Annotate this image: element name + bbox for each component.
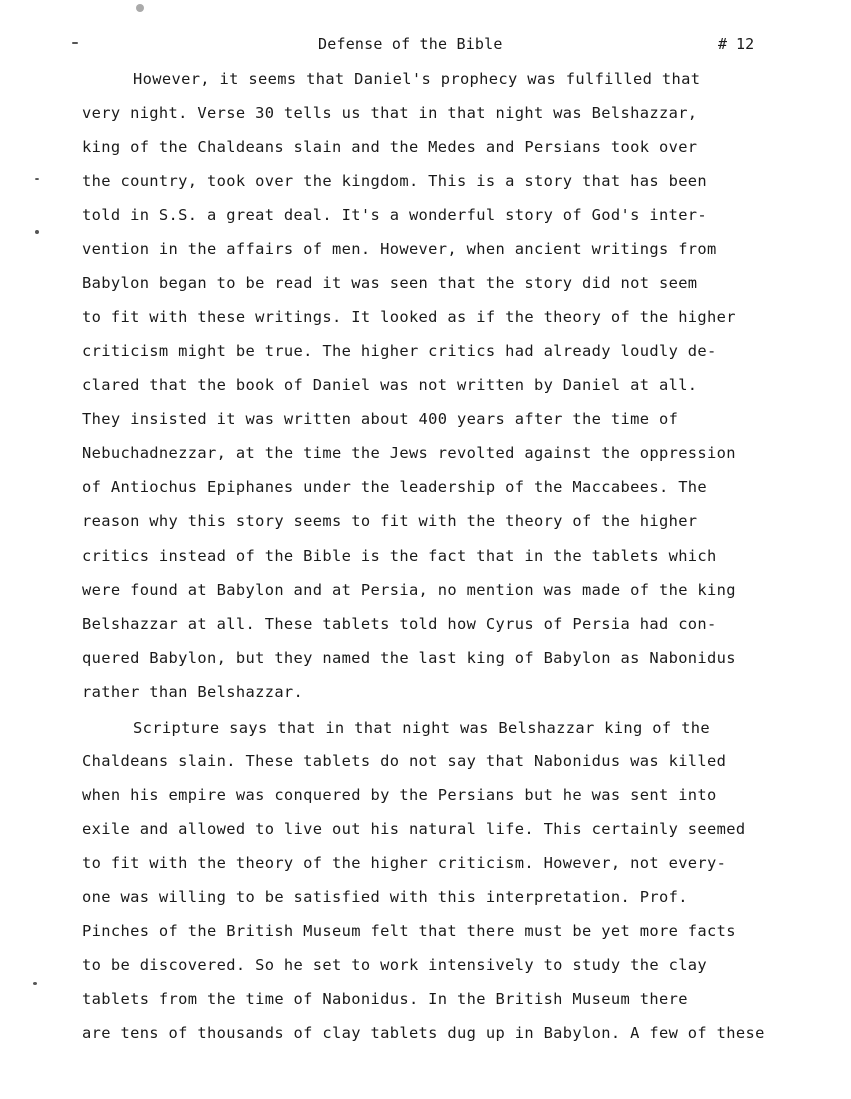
- text-line: clared that the book of Daniel was not written by Daniel at all.: [82, 376, 698, 394]
- text-line: to be discovered. So he set to work intensively to study the clay: [82, 956, 708, 974]
- scan-speck: [72, 42, 78, 44]
- text-line: criticism might be true. The higher critics had already loudly de-: [82, 342, 717, 360]
- text-line: to fit with the theory of the higher criticism. However, not every-: [82, 854, 727, 872]
- text-line: of Antiochus Epiphanes under the leadership of the Maccabees. The: [82, 478, 708, 496]
- text-line: Nebuchadnezzar, at the time the Jews revolted against the oppression: [82, 444, 736, 462]
- scan-speck: [35, 178, 39, 180]
- scan-speck: [33, 982, 37, 985]
- text-line: when his empire was conquered by the Persians but he was sent into: [82, 786, 717, 804]
- text-line: one was willing to be satisfied with this interpretation. Prof.: [82, 888, 688, 906]
- text-line: told in S.S. a great deal. It's a wonderful story of God's inter-: [82, 206, 708, 224]
- text-line: critics instead of the Bible is the fact that in the tablets which: [82, 547, 717, 565]
- text-line: vention in the affairs of men. However, when ancient writings from: [82, 240, 717, 258]
- text-line: Belshazzar at all. These tablets told how Cyrus of Persia had con-: [82, 615, 717, 633]
- text-line: very night. Verse 30 tells us that in that night was Belshazzar,: [82, 104, 698, 122]
- page-number: # 12: [718, 35, 755, 53]
- text-line: rather than Belshazzar.: [82, 683, 304, 701]
- text-line: They insisted it was written about 400 years after the time of: [82, 410, 679, 428]
- text-line: Babylon began to be read it was seen that the story did not seem: [82, 274, 698, 292]
- text-line: are tens of thousands of clay tablets dug up in Babylon. A few of these: [82, 1024, 765, 1042]
- text-line: exile and allowed to live out his natural life. This certainly seemed: [82, 820, 746, 838]
- scan-speck: [35, 230, 39, 234]
- text-line: quered Babylon, but they named the last king of Babylon as Nabonidus: [82, 649, 736, 667]
- text-line: tablets from the time of Nabonidus. In the British Museum there: [82, 990, 688, 1008]
- text-line: Chaldeans slain. These tablets do not say that Nabonidus was killed: [82, 752, 727, 770]
- page-title: Defense of the Bible: [318, 35, 503, 53]
- text-line: to fit with these writings. It looked as if the theory of the higher: [82, 308, 736, 326]
- text-line: Scripture says that in that night was Belshazzar king of the: [133, 719, 710, 737]
- text-line: king of the Chaldeans slain and the Medes and Persians took over: [82, 138, 698, 156]
- text-line: the country, took over the kingdom. This is a story that has been: [82, 172, 708, 190]
- text-line: were found at Babylon and at Persia, no mention was made of the king: [82, 581, 736, 599]
- text-line: Pinches of the British Museum felt that there must be yet more facts: [82, 922, 736, 940]
- scan-speck: [136, 4, 144, 12]
- text-line: However, it seems that Daniel's prophecy was fulfilled that: [133, 70, 701, 88]
- text-line: reason why this story seems to fit with the theory of the higher: [82, 512, 698, 530]
